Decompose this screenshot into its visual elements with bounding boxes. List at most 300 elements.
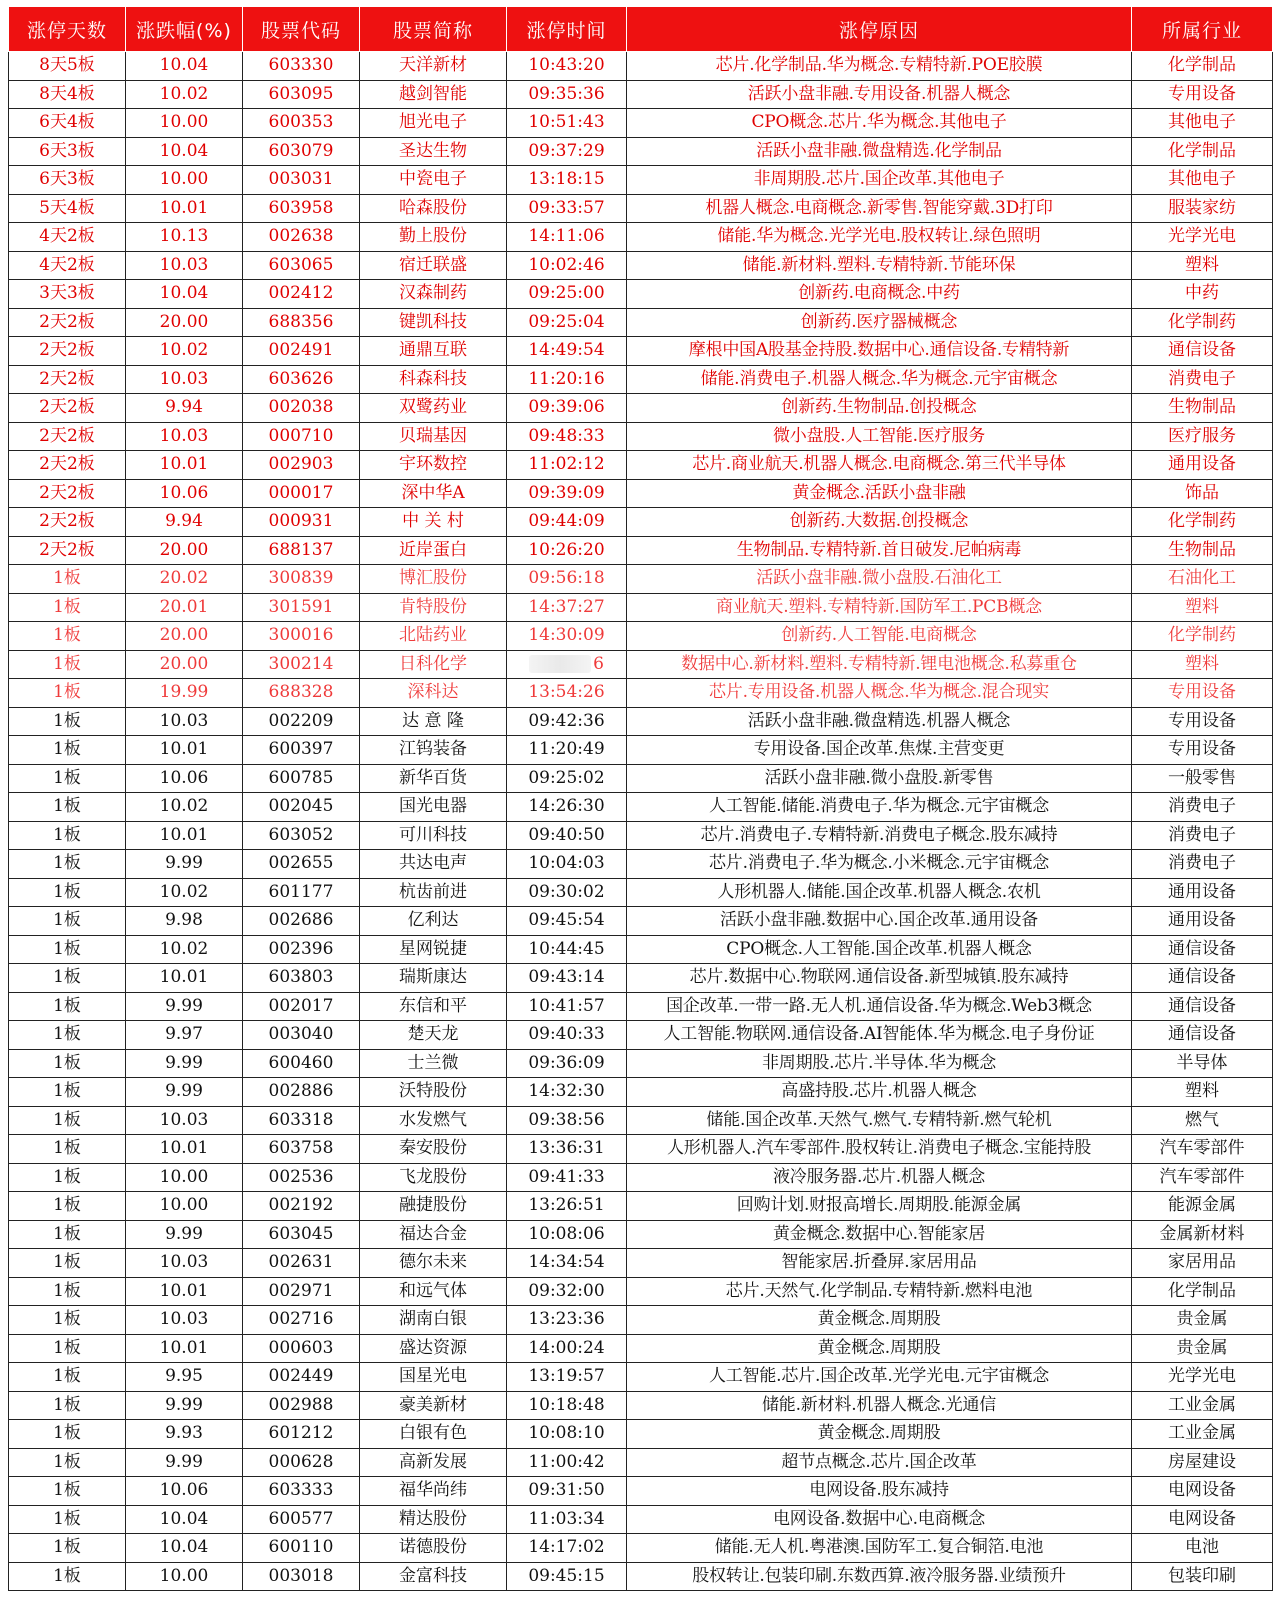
table-row xyxy=(9,964,1273,993)
table-row xyxy=(9,1135,1273,1164)
table-row xyxy=(9,1249,1273,1278)
cell-industry: 通信设备 xyxy=(1132,964,1273,993)
cell-pct: 19.99 xyxy=(126,679,243,708)
cell-days: 2天2板 xyxy=(9,422,126,451)
cell-industry: 家居用品 xyxy=(1132,1249,1273,1278)
cell-industry: 汽车零部件 xyxy=(1132,1135,1273,1164)
table-row xyxy=(9,650,1273,679)
cell-time: 09:42:36 xyxy=(507,707,627,736)
cell-reason: 摩根中国A股基金持股.数据中心.通信设备.专精特新 xyxy=(627,337,1132,366)
cell-industry: 生物制品 xyxy=(1132,394,1273,423)
cell-days: 3天3板 xyxy=(9,280,126,309)
cell-time: 09:31:50 xyxy=(507,1477,627,1506)
cell-industry: 石油化工 xyxy=(1132,565,1273,594)
cell-name: 天洋新材 xyxy=(360,52,507,81)
header-industry: 所属行业 xyxy=(1132,7,1273,52)
cell-code: 603065 xyxy=(243,251,360,280)
cell-days: 1板 xyxy=(9,1078,126,1107)
cell-pct: 10.06 xyxy=(126,1477,243,1506)
cell-time: 10:41:57 xyxy=(507,992,627,1021)
cell-industry: 化学制品 xyxy=(1132,137,1273,166)
cell-days: 6天3板 xyxy=(9,137,126,166)
cell-name: 金富科技 xyxy=(360,1562,507,1591)
cell-pct: 9.95 xyxy=(126,1363,243,1392)
cell-pct: 10.03 xyxy=(126,1106,243,1135)
cell-time: 09:32:00 xyxy=(507,1277,627,1306)
cell-name: 日科化学 xyxy=(360,650,507,679)
cell-name: 秦安股份 xyxy=(360,1135,507,1164)
cell-days: 6天4板 xyxy=(9,109,126,138)
cell-days: 1板 xyxy=(9,593,126,622)
cell-time: 10:08:06 xyxy=(507,1220,627,1249)
cell-name: 宇环数控 xyxy=(360,451,507,480)
cell-industry: 消费电子 xyxy=(1132,793,1273,822)
cell-name: 东信和平 xyxy=(360,992,507,1021)
cell-pct: 9.99 xyxy=(126,992,243,1021)
cell-name: 哈森股份 xyxy=(360,194,507,223)
cell-days: 1板 xyxy=(9,764,126,793)
table-row xyxy=(9,1306,1273,1335)
cell-name: 瑞斯康达 xyxy=(360,964,507,993)
cell-days: 1板 xyxy=(9,1562,126,1591)
cell-code: 002971 xyxy=(243,1277,360,1306)
cell-time-text: 6 xyxy=(593,653,604,674)
cell-pct: 9.97 xyxy=(126,1021,243,1050)
cell-code: 002412 xyxy=(243,280,360,309)
cell-time: 09:40:50 xyxy=(507,821,627,850)
cell-code: 688328 xyxy=(243,679,360,708)
cell-industry: 包装印刷 xyxy=(1132,1562,1273,1591)
cell-days: 1板 xyxy=(9,1135,126,1164)
cell-time: 13:18:15 xyxy=(507,166,627,195)
cell-days: 4天2板 xyxy=(9,251,126,280)
cell-code: 002491 xyxy=(243,337,360,366)
cell-pct: 10.00 xyxy=(126,1192,243,1221)
cell-days: 2天2板 xyxy=(9,365,126,394)
cell-name: 达 意 隆 xyxy=(360,707,507,736)
table-row xyxy=(9,451,1273,480)
cell-industry: 化学制药 xyxy=(1132,622,1273,651)
cell-pct: 9.93 xyxy=(126,1420,243,1449)
cell-name: 汉森制药 xyxy=(360,280,507,309)
cell-time: 13:26:51 xyxy=(507,1192,627,1221)
header-code: 股票代码 xyxy=(243,7,360,52)
cell-industry: 通信设备 xyxy=(1132,337,1273,366)
table-row xyxy=(9,308,1273,337)
cell-industry: 化学制品 xyxy=(1132,52,1273,81)
cell-pct: 9.94 xyxy=(126,508,243,537)
cell-days: 1板 xyxy=(9,1477,126,1506)
header-name: 股票简称 xyxy=(360,7,507,52)
cell-time: 11:20:16 xyxy=(507,365,627,394)
cell-code: 000628 xyxy=(243,1448,360,1477)
table-row xyxy=(9,337,1273,366)
cell-name: 中瓷电子 xyxy=(360,166,507,195)
cell-code: 002903 xyxy=(243,451,360,480)
cell-code: 603045 xyxy=(243,1220,360,1249)
cell-industry: 塑料 xyxy=(1132,1078,1273,1107)
cell-industry: 专用设备 xyxy=(1132,80,1273,109)
cell-reason: 芯片.专用设备.机器人概念.华为概念.混合现实 xyxy=(627,679,1132,708)
cell-industry: 通用设备 xyxy=(1132,907,1273,936)
cell-reason: 创新药.生物制品.创投概念 xyxy=(627,394,1132,423)
cell-reason: 活跃小盘非融.微小盘股.石油化工 xyxy=(627,565,1132,594)
cell-industry: 光学光电 xyxy=(1132,223,1273,252)
cell-industry: 贵金属 xyxy=(1132,1306,1273,1335)
cell-industry: 通信设备 xyxy=(1132,935,1273,964)
cell-name: 通鼎互联 xyxy=(360,337,507,366)
cell-name: 福达合金 xyxy=(360,1220,507,1249)
cell-time xyxy=(507,650,627,679)
cell-code: 002631 xyxy=(243,1249,360,1278)
cell-days: 2天2板 xyxy=(9,308,126,337)
cell-days: 1板 xyxy=(9,1420,126,1449)
cell-reason: 芯片.化学制品.华为概念.专精特新.POE胶膜 xyxy=(627,52,1132,81)
cell-time: 14:17:02 xyxy=(507,1534,627,1563)
cell-days: 2天2板 xyxy=(9,479,126,508)
cell-industry: 生物制品 xyxy=(1132,536,1273,565)
cell-pct: 20.02 xyxy=(126,565,243,594)
cell-reason: 黄金概念.周期股 xyxy=(627,1334,1132,1363)
cell-pct: 10.13 xyxy=(126,223,243,252)
cell-reason: 智能家居.折叠屏.家居用品 xyxy=(627,1249,1132,1278)
cell-code: 603803 xyxy=(243,964,360,993)
cell-pct: 10.03 xyxy=(126,707,243,736)
cell-name: 亿利达 xyxy=(360,907,507,936)
cell-name: 科森科技 xyxy=(360,365,507,394)
cell-reason: 非周期股.芯片.半导体.华为概念 xyxy=(627,1049,1132,1078)
cell-reason: 活跃小盘非融.专用设备.机器人概念 xyxy=(627,80,1132,109)
cell-time: 09:45:15 xyxy=(507,1562,627,1591)
cell-name: 精达股份 xyxy=(360,1505,507,1534)
cell-pct: 10.04 xyxy=(126,280,243,309)
cell-industry: 半导体 xyxy=(1132,1049,1273,1078)
cell-pct: 10.01 xyxy=(126,736,243,765)
cell-name: 新华百货 xyxy=(360,764,507,793)
cell-reason: 黄金概念.周期股 xyxy=(627,1420,1132,1449)
table-row xyxy=(9,622,1273,651)
cell-days: 1板 xyxy=(9,622,126,651)
cell-code: 688356 xyxy=(243,308,360,337)
cell-days: 8天4板 xyxy=(9,80,126,109)
cell-pct: 10.03 xyxy=(126,251,243,280)
cell-name: 博汇股份 xyxy=(360,565,507,594)
table-row xyxy=(9,1534,1273,1563)
cell-pct: 9.94 xyxy=(126,394,243,423)
cell-name: 国星光电 xyxy=(360,1363,507,1392)
cell-pct: 10.02 xyxy=(126,878,243,907)
table-row xyxy=(9,1391,1273,1420)
cell-time: 09:37:29 xyxy=(507,137,627,166)
cell-pct: 10.01 xyxy=(126,194,243,223)
table-row xyxy=(9,1049,1273,1078)
cell-days: 1板 xyxy=(9,821,126,850)
cell-reason: 创新药.医疗器械概念 xyxy=(627,308,1132,337)
cell-reason: 黄金概念.周期股 xyxy=(627,1306,1132,1335)
cell-code: 301591 xyxy=(243,593,360,622)
cell-days: 2天2板 xyxy=(9,394,126,423)
cell-pct: 10.01 xyxy=(126,451,243,480)
cell-industry: 电网设备 xyxy=(1132,1505,1273,1534)
cell-pct: 20.01 xyxy=(126,593,243,622)
cell-time: 10:44:45 xyxy=(507,935,627,964)
table-row xyxy=(9,280,1273,309)
cell-industry: 塑料 xyxy=(1132,650,1273,679)
cell-industry: 贵金属 xyxy=(1132,1334,1273,1363)
cell-industry: 电网设备 xyxy=(1132,1477,1273,1506)
cell-days: 1板 xyxy=(9,907,126,936)
cell-name: 德尔未来 xyxy=(360,1249,507,1278)
cell-code: 002638 xyxy=(243,223,360,252)
cell-industry: 消费电子 xyxy=(1132,821,1273,850)
cell-pct: 10.03 xyxy=(126,422,243,451)
cell-name: 贝瑞基因 xyxy=(360,422,507,451)
cell-reason: 储能.新材料.机器人概念.光通信 xyxy=(627,1391,1132,1420)
cell-time: 09:41:33 xyxy=(507,1163,627,1192)
cell-time: 13:36:31 xyxy=(507,1135,627,1164)
cell-days: 1板 xyxy=(9,1192,126,1221)
cell-industry: 工业金属 xyxy=(1132,1391,1273,1420)
cell-time: 14:26:30 xyxy=(507,793,627,822)
cell-time: 14:11:06 xyxy=(507,223,627,252)
table-row xyxy=(9,850,1273,879)
table-row xyxy=(9,565,1273,594)
cell-pct: 10.02 xyxy=(126,337,243,366)
cell-time: 09:30:02 xyxy=(507,878,627,907)
cell-time: 09:25:02 xyxy=(507,764,627,793)
cell-name: 沃特股份 xyxy=(360,1078,507,1107)
cell-name: 诺德股份 xyxy=(360,1534,507,1563)
cell-days: 1板 xyxy=(9,850,126,879)
cell-reason: 人形机器人.储能.国企改革.机器人概念.农机 xyxy=(627,878,1132,907)
cell-time: 14:34:54 xyxy=(507,1249,627,1278)
cell-name: 高新发展 xyxy=(360,1448,507,1477)
table-row xyxy=(9,764,1273,793)
table-row xyxy=(9,365,1273,394)
cell-name: 水发燃气 xyxy=(360,1106,507,1135)
cell-reason: CPO概念.人工智能.国企改革.机器人概念 xyxy=(627,935,1132,964)
cell-days: 5天4板 xyxy=(9,194,126,223)
cell-industry: 光学光电 xyxy=(1132,1363,1273,1392)
cell-days: 2天2板 xyxy=(9,337,126,366)
cell-time: 14:00:24 xyxy=(507,1334,627,1363)
cell-code: 002449 xyxy=(243,1363,360,1392)
cell-name: 可川科技 xyxy=(360,821,507,850)
cell-days: 1板 xyxy=(9,1106,126,1135)
cell-code: 600397 xyxy=(243,736,360,765)
cell-industry: 房屋建设 xyxy=(1132,1448,1273,1477)
cell-name: 北陆药业 xyxy=(360,622,507,651)
table-row xyxy=(9,1106,1273,1135)
cell-reason: CPO概念.芯片.华为概念.其他电子 xyxy=(627,109,1132,138)
cell-reason: 非周期股.芯片.国企改革.其他电子 xyxy=(627,166,1132,195)
cell-industry: 中药 xyxy=(1132,280,1273,309)
cell-reason: 股权转让.包装印刷.东数西算.液冷服务器.业绩预升 xyxy=(627,1562,1132,1591)
cell-reason: 芯片.数据中心.物联网.通信设备.新型城镇.股东减持 xyxy=(627,964,1132,993)
cell-reason: 创新药.大数据.创投概念 xyxy=(627,508,1132,537)
cell-pct: 10.04 xyxy=(126,137,243,166)
cell-days: 1板 xyxy=(9,565,126,594)
cell-reason: 国企改革.一带一路.无人机.通信设备.华为概念.Web3概念 xyxy=(627,992,1132,1021)
cell-name: 杭齿前进 xyxy=(360,878,507,907)
cell-time: 11:00:42 xyxy=(507,1448,627,1477)
cell-pct: 20.00 xyxy=(126,536,243,565)
limit-up-table xyxy=(8,6,1273,1591)
cell-industry: 其他电子 xyxy=(1132,109,1273,138)
cell-days: 2天2板 xyxy=(9,536,126,565)
cell-industry: 通信设备 xyxy=(1132,992,1273,1021)
cell-days: 1板 xyxy=(9,1163,126,1192)
cell-pct: 10.06 xyxy=(126,479,243,508)
table-row xyxy=(9,1562,1273,1591)
cell-days: 2天2板 xyxy=(9,451,126,480)
cell-name: 湖南白银 xyxy=(360,1306,507,1335)
cell-time: 11:03:34 xyxy=(507,1505,627,1534)
cell-reason: 活跃小盘非融.微小盘股.新零售 xyxy=(627,764,1132,793)
cell-days: 1板 xyxy=(9,964,126,993)
cell-pct: 10.03 xyxy=(126,365,243,394)
cell-reason: 微小盘股.人工智能.医疗服务 xyxy=(627,422,1132,451)
cell-code: 003018 xyxy=(243,1562,360,1591)
cell-code: 000603 xyxy=(243,1334,360,1363)
cell-reason: 活跃小盘非融.数据中心.国企改革.通用设备 xyxy=(627,907,1132,936)
cell-days: 2天2板 xyxy=(9,508,126,537)
header-days: 涨停天数 xyxy=(9,7,126,52)
cell-days: 1板 xyxy=(9,1334,126,1363)
table-row xyxy=(9,593,1273,622)
table-row xyxy=(9,1277,1273,1306)
table-row xyxy=(9,194,1273,223)
cell-name: 键凯科技 xyxy=(360,308,507,337)
cell-pct: 10.03 xyxy=(126,1306,243,1335)
cell-code: 002192 xyxy=(243,1192,360,1221)
table-row xyxy=(9,394,1273,423)
cell-time: 13:19:57 xyxy=(507,1363,627,1392)
cell-industry: 专用设备 xyxy=(1132,707,1273,736)
cell-name: 楚天龙 xyxy=(360,1021,507,1050)
cell-pct: 20.00 xyxy=(126,622,243,651)
cell-reason: 超节点概念.芯片.国企改革 xyxy=(627,1448,1132,1477)
cell-reason: 创新药.人工智能.电商概念 xyxy=(627,622,1132,651)
cell-reason: 芯片.消费电子.华为概念.小米概念.元宇宙概念 xyxy=(627,850,1132,879)
cell-time: 11:02:12 xyxy=(507,451,627,480)
cell-code: 603333 xyxy=(243,1477,360,1506)
cell-reason: 活跃小盘非融.微盘精选.机器人概念 xyxy=(627,707,1132,736)
table-row xyxy=(9,1448,1273,1477)
cell-code: 688137 xyxy=(243,536,360,565)
cell-time: 09:35:36 xyxy=(507,80,627,109)
cell-pct: 9.98 xyxy=(126,907,243,936)
cell-code: 002886 xyxy=(243,1078,360,1107)
table-row xyxy=(9,422,1273,451)
table-row xyxy=(9,223,1273,252)
cell-reason: 芯片.天然气.化学制品.专精特新.燃料电池 xyxy=(627,1277,1132,1306)
cell-industry: 工业金属 xyxy=(1132,1420,1273,1449)
cell-code: 603052 xyxy=(243,821,360,850)
cell-pct: 9.99 xyxy=(126,850,243,879)
table-row xyxy=(9,166,1273,195)
cell-industry: 其他电子 xyxy=(1132,166,1273,195)
cell-reason: 储能.华为概念.光学光电.股权转让.绿色照明 xyxy=(627,223,1132,252)
cell-industry: 消费电子 xyxy=(1132,850,1273,879)
cell-pct: 20.00 xyxy=(126,308,243,337)
cell-reason: 生物制品.专精特新.首日破发.尼帕病毒 xyxy=(627,536,1132,565)
cell-days: 1板 xyxy=(9,878,126,907)
table-row xyxy=(9,935,1273,964)
cell-pct: 10.00 xyxy=(126,109,243,138)
cell-code: 603079 xyxy=(243,137,360,166)
table-row xyxy=(9,1192,1273,1221)
cell-code: 002655 xyxy=(243,850,360,879)
cell-time: 09:44:09 xyxy=(507,508,627,537)
cell-name: 融捷股份 xyxy=(360,1192,507,1221)
cell-time: 14:30:09 xyxy=(507,622,627,651)
cell-code: 601212 xyxy=(243,1420,360,1449)
cell-code: 600460 xyxy=(243,1049,360,1078)
cell-days: 1板 xyxy=(9,707,126,736)
cell-code: 003031 xyxy=(243,166,360,195)
cell-code: 603958 xyxy=(243,194,360,223)
cell-pct: 10.04 xyxy=(126,52,243,81)
cell-time: 14:37:27 xyxy=(507,593,627,622)
cell-code: 600353 xyxy=(243,109,360,138)
table-row xyxy=(9,508,1273,537)
cell-name: 星网锐捷 xyxy=(360,935,507,964)
cell-name: 福华尚纬 xyxy=(360,1477,507,1506)
cell-pct: 10.01 xyxy=(126,964,243,993)
cell-pct: 10.00 xyxy=(126,1562,243,1591)
cell-name: 江钨装备 xyxy=(360,736,507,765)
cell-days: 1板 xyxy=(9,736,126,765)
header-time: 涨停时间 xyxy=(507,7,627,52)
cell-time: 11:20:49 xyxy=(507,736,627,765)
table-row xyxy=(9,793,1273,822)
cell-code: 600577 xyxy=(243,1505,360,1534)
cell-days: 1板 xyxy=(9,1534,126,1563)
cell-code: 000710 xyxy=(243,422,360,451)
cell-days: 8天5板 xyxy=(9,52,126,81)
cell-name: 双鹭药业 xyxy=(360,394,507,423)
cell-name: 白银有色 xyxy=(360,1420,507,1449)
cell-days: 1板 xyxy=(9,1448,126,1477)
table-row xyxy=(9,1334,1273,1363)
cell-reason: 储能.国企改革.天然气.燃气.专精特新.燃气轮机 xyxy=(627,1106,1132,1135)
table-row xyxy=(9,1477,1273,1506)
cell-name: 飞龙股份 xyxy=(360,1163,507,1192)
cell-industry: 医疗服务 xyxy=(1132,422,1273,451)
cell-name: 勤上股份 xyxy=(360,223,507,252)
cell-pct: 20.00 xyxy=(126,650,243,679)
cell-reason: 储能.消费电子.机器人概念.华为概念.元宇宙概念 xyxy=(627,365,1132,394)
table-row xyxy=(9,821,1273,850)
cell-days: 1板 xyxy=(9,1505,126,1534)
table-row xyxy=(9,137,1273,166)
cell-reason: 液冷服务器.芯片.机器人概念 xyxy=(627,1163,1132,1192)
table-row xyxy=(9,1021,1273,1050)
cell-days: 1板 xyxy=(9,679,126,708)
cell-time: 09:43:14 xyxy=(507,964,627,993)
cell-days: 1板 xyxy=(9,793,126,822)
cell-pct: 10.01 xyxy=(126,1277,243,1306)
cell-industry: 汽车零部件 xyxy=(1132,1163,1273,1192)
cell-pct: 10.00 xyxy=(126,1163,243,1192)
obscured-area xyxy=(529,655,591,673)
cell-reason: 芯片.商业航天.机器人概念.电商概念.第三代半导体 xyxy=(627,451,1132,480)
cell-industry: 化学制药 xyxy=(1132,508,1273,537)
table-row xyxy=(9,479,1273,508)
cell-code: 002716 xyxy=(243,1306,360,1335)
cell-time: 10:18:48 xyxy=(507,1391,627,1420)
